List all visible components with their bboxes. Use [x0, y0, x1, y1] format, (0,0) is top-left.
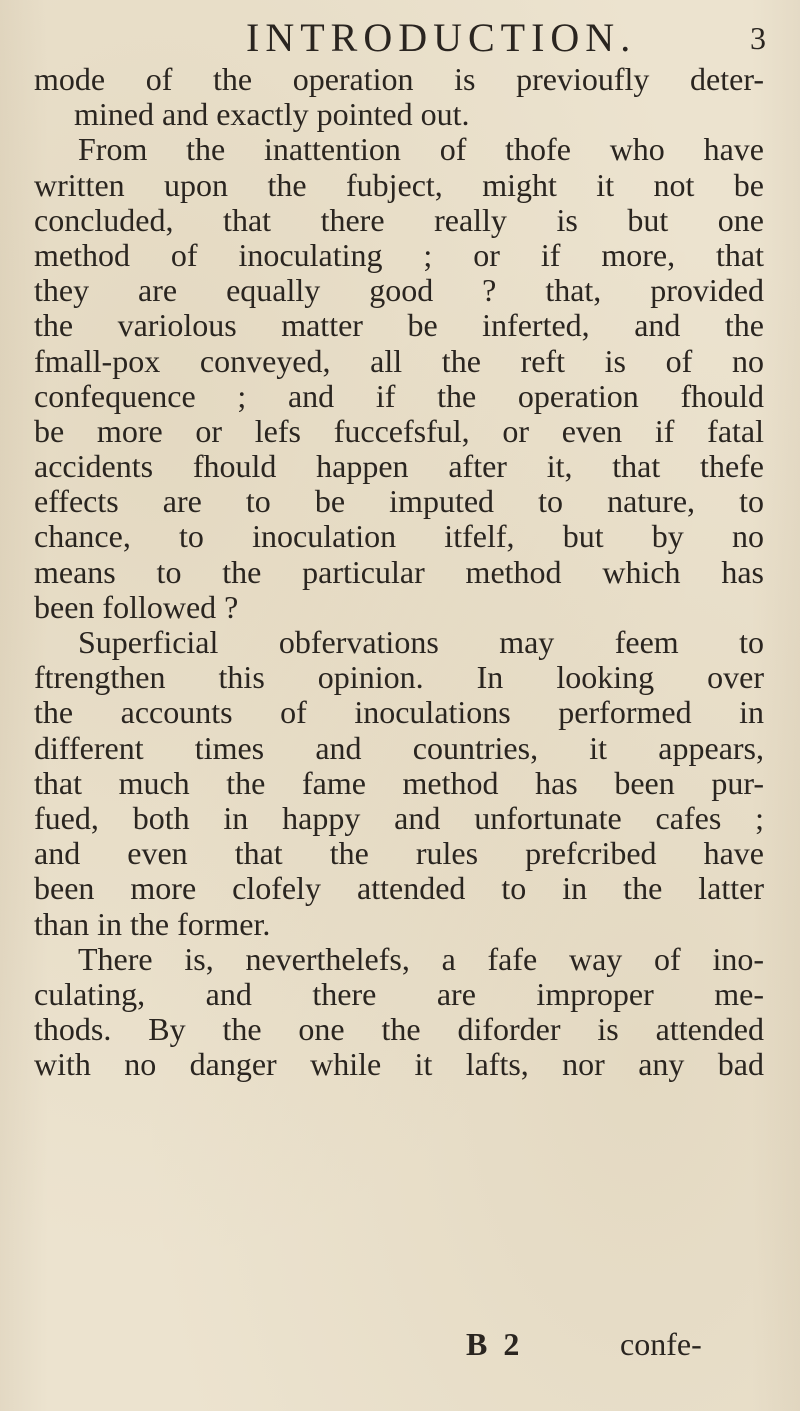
signature-mark: B 2 [466, 1326, 524, 1362]
text-line: the variolous matter be inferted, and the [34, 308, 764, 344]
text-line: they are equally good ? that, provided [34, 273, 764, 309]
text-line: than in the former. [34, 906, 271, 942]
page-number: 3 [750, 20, 766, 56]
text-line: be more or lefs fuccefsful, or even if fatal [34, 413, 764, 449]
running-title: INTRODUCTION. [246, 15, 637, 60]
text-line: concluded, that there really is but one [34, 202, 764, 238]
paragraph-start: Superficial obfervations may feem to [78, 625, 764, 660]
text-line: written upon the fubject, might it not be [34, 167, 764, 203]
text-line: the accounts of inoculations performed in [34, 695, 764, 731]
text-line: mode of the operation is previoufly deter- [34, 62, 764, 97]
text-line: method of inoculating ; or if more, that [34, 237, 764, 273]
text-line: confequence ; and if the operation fhould [34, 378, 764, 414]
text-line: means to the particular method which has [34, 554, 764, 590]
text-line: fmall-pox conveyed, all the reft is of no [34, 343, 764, 379]
text-line: with no danger while it lafts, nor any bad [34, 1047, 764, 1083]
page-footer [0, 1324, 800, 1364]
text-line: culating, and there are improper me- [34, 976, 764, 1012]
catchword: confe- [620, 1326, 702, 1362]
text-line: mined and exactly pointed out. [74, 97, 470, 133]
text-line: been more clofely attended to in the latter [34, 871, 764, 907]
running-head [246, 12, 766, 64]
text-line: different times and countries, it appears, [34, 730, 764, 766]
text-line: been followed ? [34, 589, 239, 625]
paragraph-start: From the inattention of thofe who have [78, 132, 764, 168]
body-text [34, 62, 764, 1082]
paragraph-start: There is, neverthelefs, a fafe way of ino- [78, 941, 764, 977]
text-line: and even that the rules prefcribed have [34, 836, 764, 872]
text-line: thods. By the one the diforder is attended [34, 1012, 764, 1048]
text-line: effects are to be imputed to nature, to [34, 484, 764, 520]
text-line: that much the fame method has been pur- [34, 765, 764, 801]
text-line: fued, both in happy and unfortunate cafes ; [34, 800, 764, 836]
text-line: ftrengthen this opinion. In looking over [34, 660, 764, 696]
text-line: chance, to inoculation itfelf, but by no [34, 519, 764, 555]
text-line: accidents fhould happen after it, that thefe [34, 449, 764, 485]
